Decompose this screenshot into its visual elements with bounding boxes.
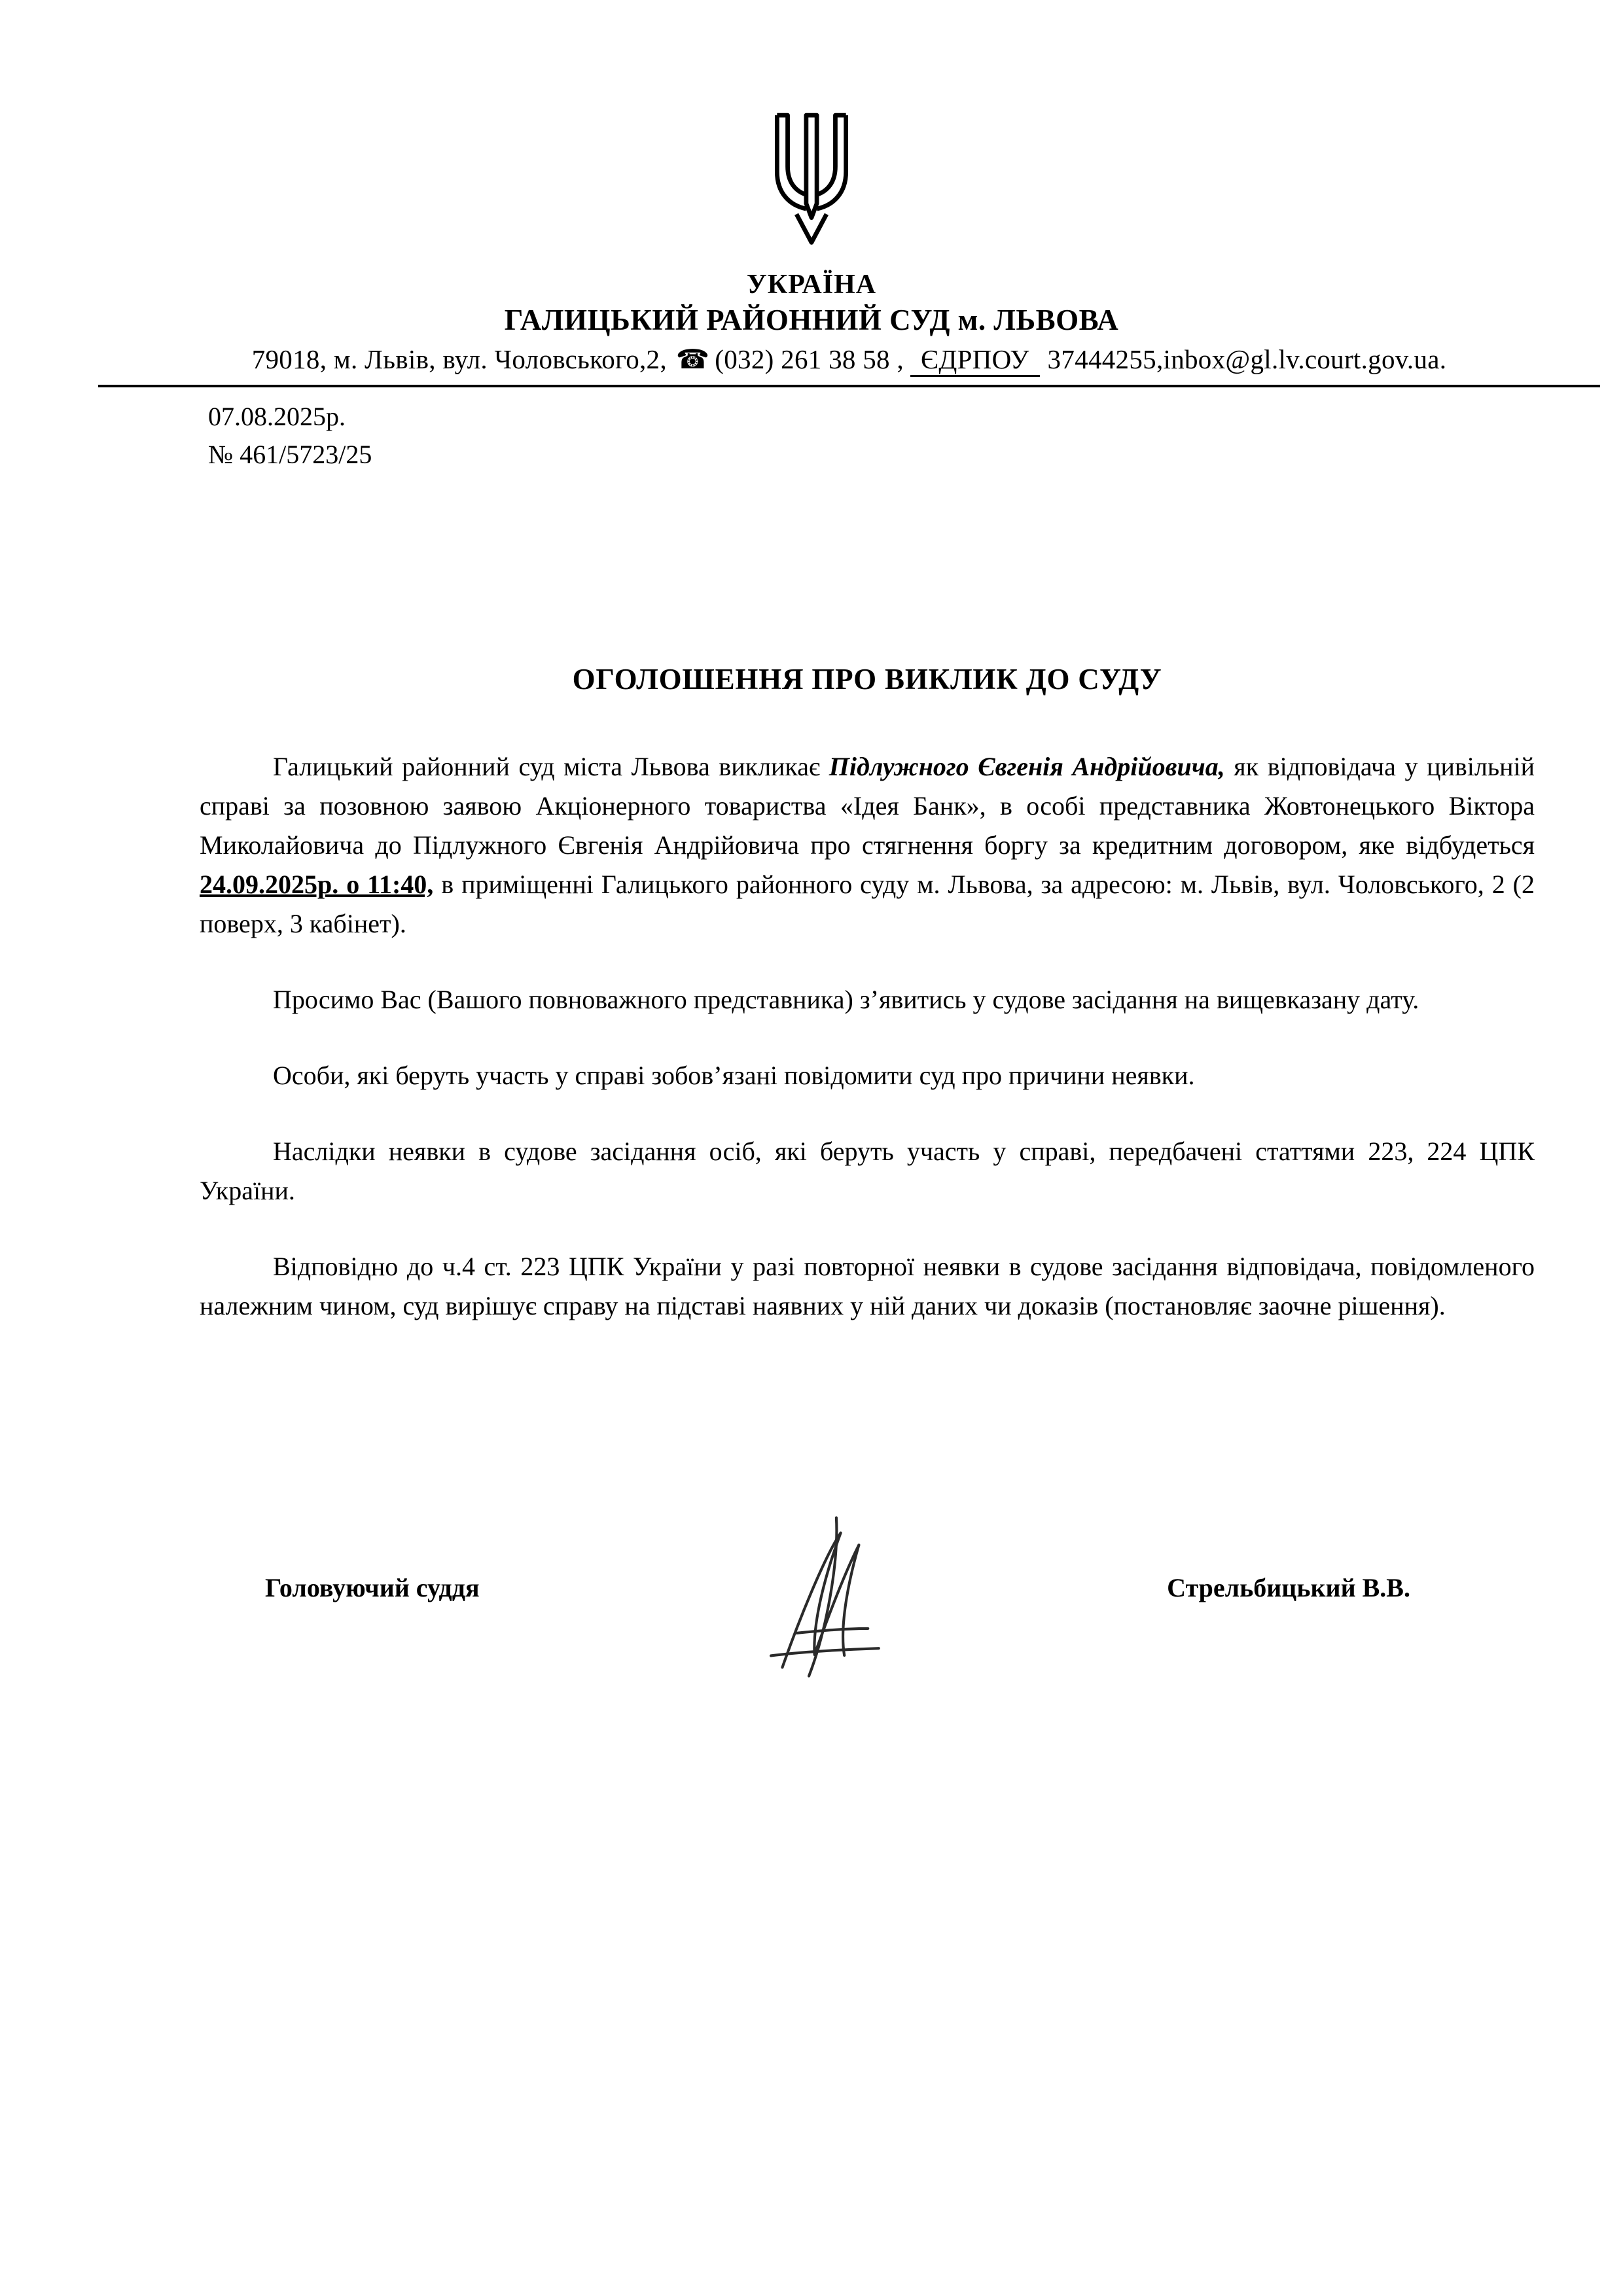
country-name: УКРАЇНА (746, 270, 877, 300)
court-name: ГАЛИЦЬКИЙ РАЙОННИЙ СУД м. ЛЬВОВА (504, 304, 1119, 336)
body-paragraph-notify-duty: Особи, які беруть участь у справі зобов’язані повідомити суд про причини неявки. (273, 1061, 1195, 1090)
signature-block (200, 1492, 1535, 1682)
body-paragraph-summons (200, 747, 1535, 944)
hearing-datetime: 24.09.2025р. о 11:40, (200, 870, 434, 899)
judge-role-label: Головуючий суддя (265, 1572, 480, 1602)
edrpou-label: ЄДРПОУ (910, 344, 1040, 377)
document-body (200, 747, 1535, 1326)
document-meta (208, 398, 1623, 474)
body-paragraph-default-judgment: Відповідно до ч.4 ст. 223 ЦПК України у разі повторної неявки в судове засідання відповідача, повідомленого належним чином, суд вирішує справу на підставі наявних у ній даних чи доказів (постановляє заочне рішення). (200, 1252, 1535, 1320)
address-street: 79018, м. Львів, вул. Чоловського,2, (251, 344, 667, 374)
phone-number: (032) 261 38 58 , (715, 344, 904, 374)
case-number: № 461/5723/25 (208, 440, 372, 469)
document-title: ОГОЛОШЕННЯ ПРО ВИКЛИК ДО СУДУ (572, 663, 1162, 696)
email-address: inbox@gl.lv.court.gov.ua. (1163, 344, 1447, 374)
document-date: 07.08.2025р. (208, 402, 346, 431)
judge-name: Стрельбицький В.В. (1167, 1572, 1410, 1602)
address-line (98, 344, 1600, 387)
handwritten-signature-icon (728, 1487, 918, 1688)
ukraine-trident-icon (762, 110, 861, 251)
body-paragraph-request: Просимо Вас (Вашого повноважного представника) з’явитись у судове засідання на вищевказану дату. (273, 985, 1419, 1014)
body-paragraph-consequences: Наслідки неявки в судове засідання осіб, які беруть участь у справі, передбачені статтями 223, 224 ЦПК України. (200, 1137, 1535, 1205)
edrpou-value: 37444255, (1047, 344, 1164, 374)
phone-icon: ☎ (675, 344, 710, 374)
court-header (0, 0, 1623, 474)
summons-text-1: Галицький районний суд міста Львова викликає (273, 752, 829, 781)
summoned-person-name: Підлужного Євгенія Андрійовича, (829, 752, 1225, 781)
summons-text-3: в приміщенні Галицького районного суду м. Львова, за адресою: м. Львів, вул. Чоловського, 2 (2 поверх, 3 кабінет). (200, 870, 1535, 938)
summons-text-2: як відповідача у цивільній справі за позовною заявою Акціонерного товариства «Ідея Банк», в особі представника Жовтонецького Віктора Миколайовича до Підлужного Євгенія Андрійовича про стягнення боргу за кредитним договором, яке відбудеться (200, 752, 1535, 860)
